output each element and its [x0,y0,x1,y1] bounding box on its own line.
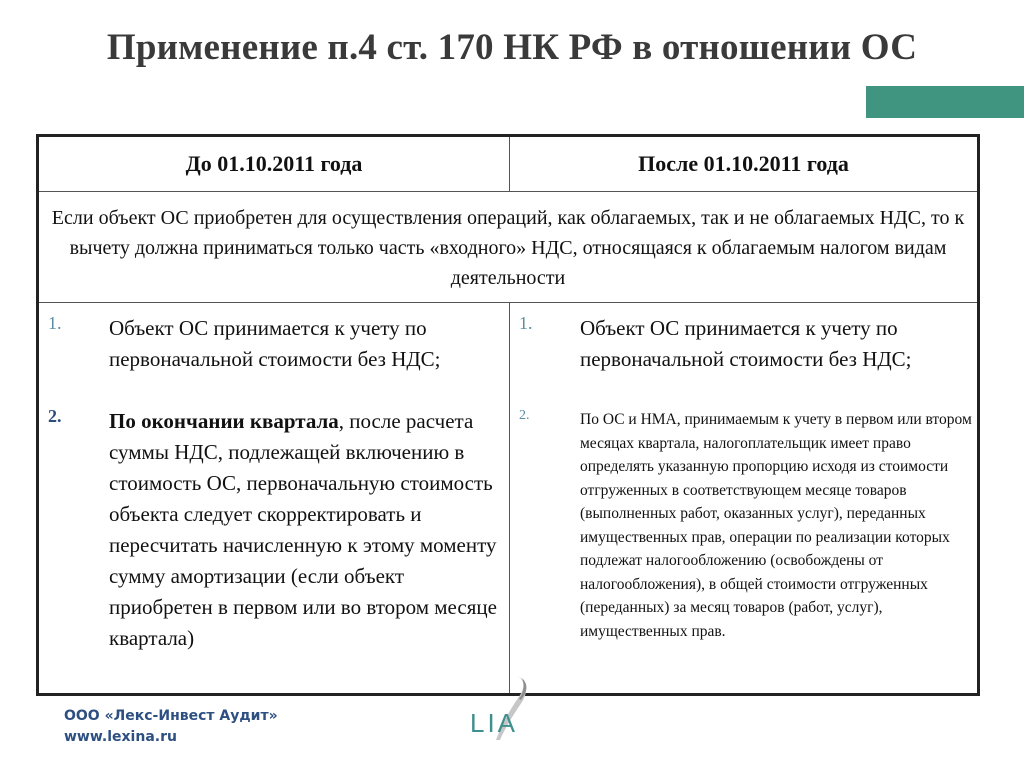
slide-title: Применение п.4 ст. 170 НК РФ в отношении ОС [106,27,918,68]
logo-lettering: LIA [470,708,519,738]
table-body-row [39,303,977,693]
list-item-text: Объект ОС принимается к учету по первоначальной стоимости без НДС; [109,316,441,371]
list-number: 2. [519,408,530,423]
list-number: 2. [48,406,62,426]
table-header-row [39,137,977,192]
list-item-body: , после расчета суммы НДС, подлежащей включению в стоимость ОС, первоначальную стоимость объекта следует скорректировать и пересчитать начисленную к этому моменту сумму амортизации (если объект приобретен в первом или во втором месяце квартала) [109,409,497,650]
comparison-table [36,134,980,696]
list-item-text [109,406,503,654]
header-before: До 01.10.2011 года [185,151,363,176]
list-number: 1. [519,313,533,333]
list-item-text: По ОС и НМА, принимаемым к учету в первом или втором месяцах квартала, налогоплательщик имеет право определять указанную пропорцию исходя из стоимости отгруженных в соответствующем месяце товаров (выполненных работ, оказанных услуг), переданных имущественных прав, операции по реализации которых подлежат налогообложению (освобождены от налогообложения), в общей стоимости отгруженных (переданных) за месяц товаров (работ, услуг), имущественных прав. [580,411,972,640]
footer-company: ООО «Лекс-Инвест Аудит» [64,708,278,724]
common-rule-text: Если объект ОС приобретен для осуществления операций, как облагаемых, так и не облагаемых НДС, то к вычету должна приниматься только часть «входного» НДС, относящаяся к облагаемым налогом видам деятельности [51,207,965,289]
list-item-text: Объект ОС принимается к учету по первоначальной стоимости без НДС; [580,316,912,371]
header-after: После 01.10.2011 года [638,151,849,176]
list-number: 1. [48,313,62,333]
footer-url[interactable]: www.lexina.ru [64,729,177,745]
merged-row [39,192,977,303]
lia-logo [466,672,550,752]
column-before [39,303,509,693]
emphasis-text: По окончании квартала [109,409,339,433]
column-after [510,303,977,693]
accent-bar [866,86,1024,118]
